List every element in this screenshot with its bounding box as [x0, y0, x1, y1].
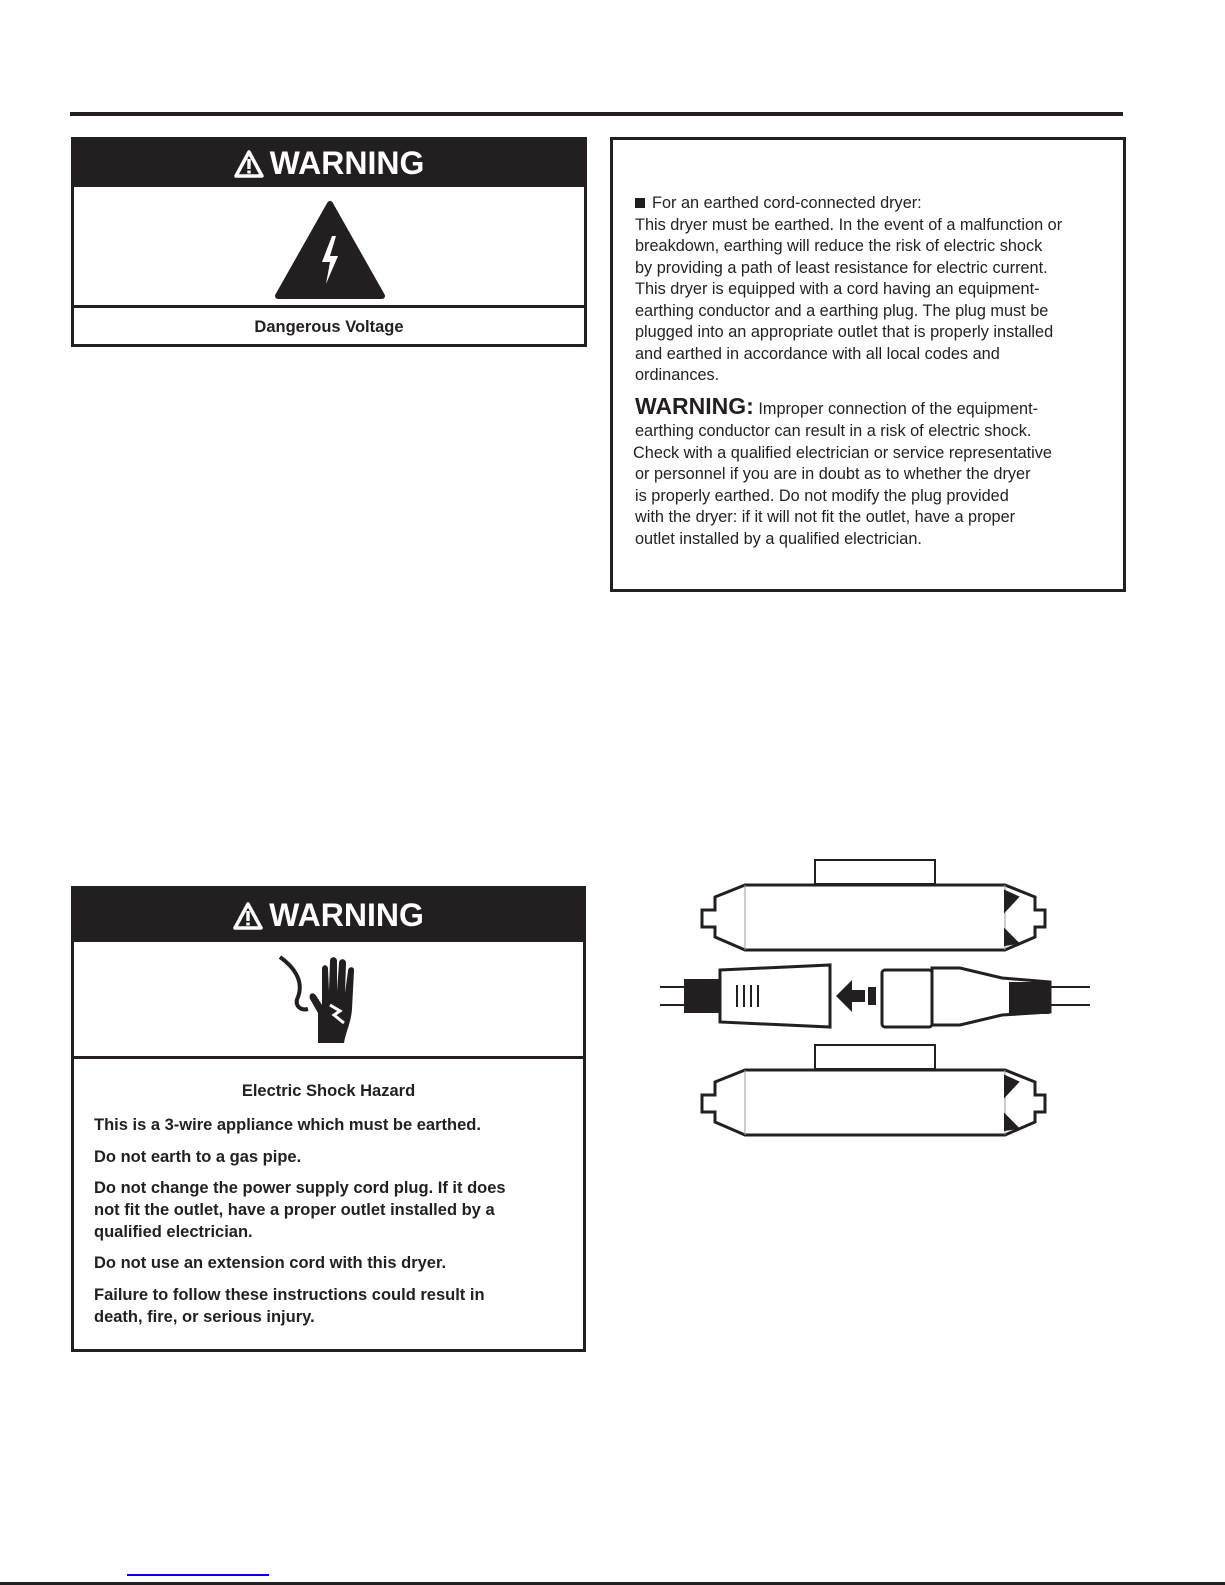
plug-socket-right: [882, 968, 1090, 1027]
text-line: ordinances.: [635, 366, 720, 384]
instruction-item: This is a 3-wire appliance which must be earthed.: [94, 1116, 481, 1134]
instruction-item: Failure to follow these instructions could result in death, fire, or serious injury.: [94, 1286, 485, 1326]
bullet-square-icon: [635, 198, 645, 208]
instruction-item: Do not change the power supply cord plug. If it does not fit the outlet, have a proper outlet installed by a qualified electrician.: [94, 1179, 506, 1241]
text-line: plugged into an appropriate outlet that is properly installed: [635, 323, 1054, 341]
caption: Dangerous Voltage: [254, 318, 404, 336]
text-line: This dryer must be earthed. In the event of a malfunction or: [635, 215, 1063, 234]
bullet-line: For an earthed cord-connected dryer:: [635, 194, 922, 213]
warning-box-electric-shock: [71, 886, 586, 1352]
warning-triangle-icon: [233, 902, 263, 930]
header-rule: [70, 112, 1123, 116]
text-line: or personnel if you are in doubt as to whether the dryer: [635, 465, 1031, 483]
instruction-item: Do not earth to a gas pipe.: [94, 1148, 302, 1166]
text-line: This dryer is equipped with a cord having an equipment-: [635, 280, 1040, 298]
plug-cord-left: [660, 965, 830, 1027]
text-line: earthing conductor can result in a risk of electric shock.: [635, 422, 1032, 440]
insert-arrow-icon: [836, 980, 876, 1012]
warning-box-dangerous-voltage: [71, 137, 587, 347]
electric-hazard-triangle-icon: [274, 200, 386, 300]
text-line: breakdown, earthing will reduce the risk of electric shock: [635, 237, 1043, 255]
text-line: earthing conductor and a earthing plug. The plug must be: [635, 301, 1049, 320]
warning-line: WARNING: Improper connection of the equipment-: [635, 393, 1039, 419]
text-line: Check with a qualified electrician or service representative: [633, 443, 1052, 462]
instruction-item: Do not use an extension cord with this dryer.: [94, 1254, 447, 1272]
text-line: outlet installed by a qualified electrician.: [635, 529, 922, 548]
text-line: and earthed in accordance with all local codes and: [635, 344, 1000, 363]
text-line: with the dryer: if it will not fit the outlet, have a proper: [635, 508, 1016, 526]
warning-label: WARNING:: [635, 393, 754, 419]
electric-shock-hand-icon: [274, 953, 374, 1048]
link-underline[interactable]: [127, 1574, 269, 1576]
plug-connector-cover-diagram: [640, 855, 1090, 1145]
connector-cover-top: [702, 860, 1045, 950]
text-line: is properly earthed. Do not modify the plug provided: [635, 486, 1009, 505]
warning-header: WARNING: [74, 140, 584, 187]
earthing-instructions-box: [610, 137, 1126, 592]
connector-cover-bottom: [702, 1045, 1045, 1135]
hazard-title: Electric Shock Hazard: [241, 1082, 416, 1100]
warning-header: WARNING: [74, 889, 583, 942]
text-line: by providing a path of least resistance for electric current.: [635, 258, 1048, 277]
warning-triangle-icon: [234, 150, 264, 178]
